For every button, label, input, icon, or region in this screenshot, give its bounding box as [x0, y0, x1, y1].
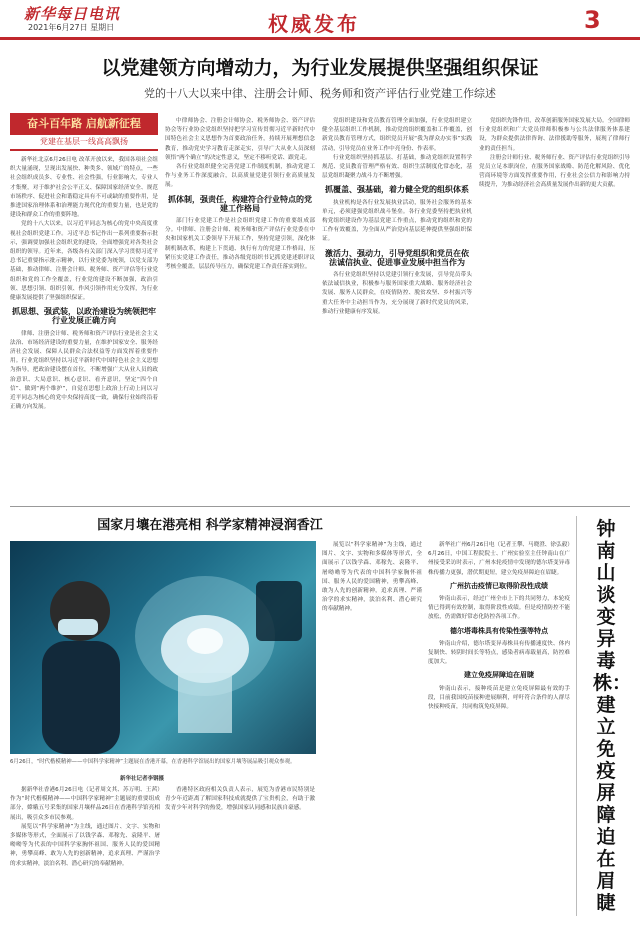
news-photo [10, 541, 316, 754]
side-story-col-1 [428, 541, 570, 920]
paragraph: 香港特区政府相关负责人表示，展览为香港市民特别是青少年近距离了解国家科技成就提供了宝贵机会，有助于激发青少年对科学的热爱，增强国家认同感和民族自豪感。 [165, 787, 315, 812]
photo-story-col-2 [165, 786, 315, 920]
article-col-3 [322, 117, 472, 506]
section-title: 权威发布 [268, 12, 360, 36]
banner-title: 奋斗百年路 启航新征程 [27, 117, 141, 130]
photo-credit: 新华社记者李钢摄 [120, 776, 165, 782]
column-banner [10, 113, 158, 151]
newspaper-logo: 新华每日电讯 [24, 5, 121, 23]
photo-story-col-1 [10, 786, 160, 920]
column-rule [576, 516, 577, 916]
section-heading: 抓体制，强责任，构建符合行业特点的党建工作格局 [168, 194, 312, 213]
section-heading: 德尔塔毒株具有传染性强等特点 [450, 626, 548, 635]
banner-subtitle: 党建在基层一线高高飘扬 [10, 135, 158, 149]
section-heading: 激活力、强动力，引导党组织和党员在依法诚信执业、促进事业发展中担当作为 [325, 248, 469, 267]
paragraph: 新华社北京6月26日电 改革开放以来，我国各项社会组织大量涌现，呈现出发展快、种类多、领域广的特点，一些社会组织成员多、专业性、社会性强，行业影响大，专业人才集聚，对于维护社会公平正义、保障国家经济安全、规范市场秩序、促进社会和谐稳定具有不可或缺的重要作用，是推进国家治理体系和治理能力现代化的重要力量，也是党的建设和群众工作的重要阵地。 [10, 157, 158, 219]
paragraph: 展览以“科学家精神”为主线，通过图片、文字、实物和多媒体等形式，全面展示了以钱学森、邓稼先、袁隆平、屠呦呦等为代表的中国科学家胸怀祖国、服务人民的爱国精神，勇攀高峰、敢为人先的创新精神，追求真理、严谨治学的求实精神，淡泊名利、潜心研究的奉献精神。 [10, 823, 160, 867]
paragraph: 各行业党组织坚持以党建引领行业发展，引导党员带头依法诚信执业，积极参与服务国家重大战略、服务经济社会发展、服务人民群众，在疫情防控、脱贫攻坚、乡村振兴等重大任务中主动担当作为，充分展现了新时代党员的风采，推动行业健康有序发展。 [322, 272, 472, 315]
paragraph: 律师、注册会计师、税务师和资产评估行业是社会主义法治、市场经济建设的重要力量，在维护国家安全、服务经济社会发展、保障人民群众合法权益等方面发挥着重要作用。行业党组织坚持以习近平新时代中国特色社会主义思想为指导，把政治建设摆在首位，不断增强广大从业人员的政治意识、大局意识、核心意识、看齐意识，坚定“四个自信”、做到“两个维护”，自觉在思想上政治上行动上同以习近平同志为核心的党中央保持高度一致，确保行业始终沿着正确方向发展。 [10, 330, 158, 411]
paragraph: 各行业党组织健全完善党建工作制度机制，推动党建工作与业务工作深度融合，以高质量党建引领行业高质量发展。 [165, 164, 315, 189]
photo-story-col-3 [322, 541, 422, 920]
paragraph: 党组织建设和党员教育管理全面加强，行业党组织建立健全基层组织工作机制，推动党的组织覆盖和工作覆盖，创新党员教育管理方式，组织党员开展“我为群众办实事”实践活动，引导党员在业务工作中亮身份、作表率。 [322, 118, 472, 152]
photo-caption: 6月26日，“时代楷模精神——中国科学家精神”主题展在香港开幕，在香港科学馆展出的国家月壤等展品吸引观众参观。 [10, 759, 296, 765]
moon-sample-photo-icon [10, 541, 316, 754]
main-subheadline: 党的十八大以来中律、注册会计师、税务师和资产评估行业党建工作综述 [144, 87, 496, 100]
side-story-headline: 钟南山谈变异毒株：建立免疫屏障迫在眉睫 [593, 518, 632, 914]
section-heading: 抓思想、强武装，以政治建设为统领把牢行业发展正确方向 [12, 307, 156, 326]
section-heading: 抓覆盖、强基础，着力健全党的组织体系 [325, 185, 469, 195]
article-col-1 [10, 156, 158, 506]
paragraph: 注册会计师行业、税务师行业、资产评估行业党组织引导党员立足本职岗位，在服务国家战略、防范化解风险、优化营商环境等方面发挥重要作用，行业社会公信力和影响力持续提升，为推动经济社会高质量发展作出新的更大贡献。 [479, 154, 630, 189]
paragraph: 党组织先锋作用，改革创新服务国家发展大局。全国律师行业党组织和广大党员律师积极参与公共法律服务体系建设，为群众提供法律咨询、法律援助等服务，展现了律师行业的责任担当。 [479, 118, 630, 152]
paragraph: 行业党组织坚持抓基层、打基础，推动党组织设置科学规范、党员教育管理严格有效、组织生活制度化常态化，基层党组织凝聚力战斗力不断增强。 [322, 154, 472, 180]
paragraph: 展览以“科学家精神”为主线，通过图片、文字、实物和多媒体等形式，全面展示了以钱学森、邓稼先、袁隆平、屠呦呦等为代表的中国科学家胸怀祖国、服务人民的爱国精神，勇攀高峰、敢为人先的创新精神，追求真理、严谨治学的求实精神，淡泊名利、潜心研究的奉献精神。 [322, 542, 422, 613]
paragraph: 部门行业党建工作是社会组织党建工作的重要组成部分。中律师、注册会计师、税务师和资产评估行业党委在中央和国家机关工委领导下开展工作，坚持党建引领，深化体制机制改革，构建上下贯通、执行有力的党建工作格局，压紧压实党建工作责任，推动各级党组织书记抓党建述职评议考核全覆盖，层层传导压力，确保党建工作责任落实到位。 [165, 218, 315, 271]
article-col-2 [165, 117, 315, 506]
photo-story-headline: 国家月壤在港亮相 科学家精神浸润香江 [97, 518, 323, 533]
section-heading: 建立免疫屏障迫在眉睫 [464, 671, 534, 680]
paragraph: 党的十八大以来，以习近平同志为核心的党中央高度重视社会组织党建工作。习近平总书记作出一系列重要指示批示，强调要加强社会组织党的建设，全面增强党对各类社会组织的领导。近年来，各级各有关部门深入学习贯彻习近平总书记重要指示批示精神，以行业党委为统领，以党支部为基础，推动律师、注册会计师、税务师、资产评估等行业党组织和党的工作全覆盖，行业党的建设不断加强，政治引领、思想引领、组织引领、作风引领作用充分发挥，为行业健康发展提供了坚强组织保证。 [10, 221, 158, 302]
main-headline: 以党建领方向增动力，为行业发展提供坚强组织保证 [101, 57, 539, 79]
paragraph: 据新华社香港6月26日电（记者周文其、苏万明、王茜）作为“时代楷模精神——中国科学家精神”主题展的重要组成部分，嫦娥五号采集的国家月壤样品26日在香港科学馆亮相展出，吸引众多市民参观。 [10, 787, 160, 821]
issue-date: 2021年6月27日 星期日 [28, 23, 115, 32]
paragraph: 钟南山表示，接种疫苗是建立免疫屏障最有效的手段，目前我国疫苗接种进展顺利，呼吁符合条件的人群尽快接种疫苗，共同构筑免疫屏障。 [428, 685, 570, 711]
masthead [0, 0, 640, 40]
paragraph: 执业机构是各行业发展执业活动，服务社会服务的基本单元，必须建强党组织战斗堡垒。各行业党委坚持把执业机构党组织建设作为基层党建工作重点，推动党的组织和党的工作有效覆盖，为全面从严治党向基层延伸提供坚强组织保证。 [322, 199, 472, 243]
paragraph: 钟南山表示，经过广州全市上下的共同努力，本轮疫情已得到有效控制，取得阶段性成绩。但是疫情防控不能放松，仍需做好常态化防控各项工作。 [428, 596, 570, 621]
paragraph: 中律师协会、注册会计师协会、税务师协会、资产评估协会等行业协会党组织坚持把学习宣传贯彻习近平新时代中国特色社会主义思想作为首要政治任务，持续开展理想信念教育，推动党史学习教育走深走实，引导广大从业人员深刻领悟“两个确立”的决定性意义，坚定不移听党话、跟党走。 [165, 118, 315, 161]
page-number: 3 [584, 6, 601, 34]
article-col-4 [479, 117, 630, 506]
section-heading: 广州抗击疫情已取得阶段性成绩 [450, 581, 548, 590]
paragraph: 新华社广州6月26日电（记者王攀、马晓澄、徐弘毅）6月26日，中国工程院院士、广州实验室主任钟南山在广州接受采访时表示，广州本轮疫情中发现的德尔塔变异毒株传播力更强，潜伏期更短，建立免疫屏障迫在眉睫。 [428, 542, 570, 576]
section-divider [10, 506, 630, 507]
paragraph: 钟南山介绍，德尔塔变异毒株具有传播速度快、体内复制快、转阴时间长等特点，感染者病毒载量高，防控难度加大。 [428, 640, 570, 666]
